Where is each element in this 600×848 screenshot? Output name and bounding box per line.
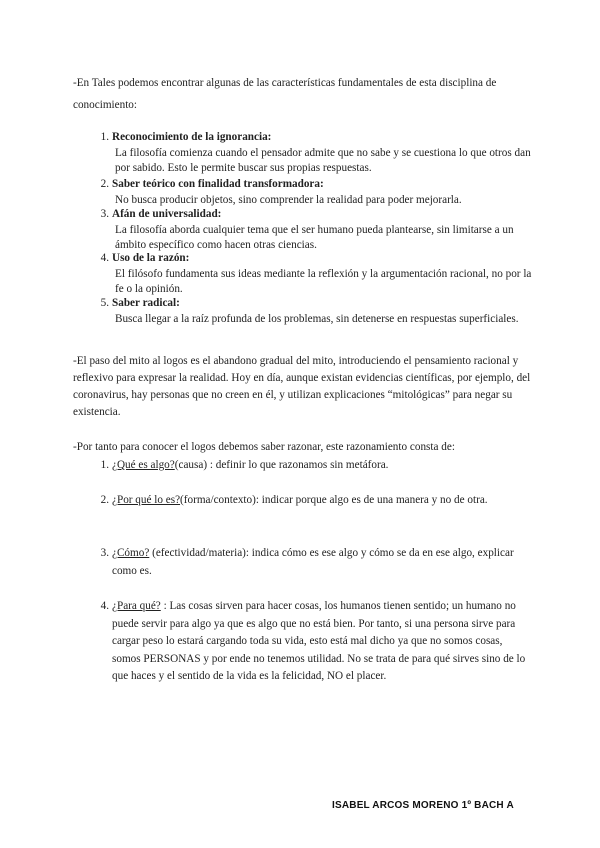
list-number: 2 . — [93, 492, 109, 510]
question-text: (causa) : definir lo que razonamos sin metáfora. — [174, 459, 389, 471]
list-item-title: Uso de la razón: — [112, 252, 190, 264]
list-item — [100, 545, 532, 580]
list-item-title: Saber radical: — [112, 297, 180, 309]
list-item — [100, 296, 532, 327]
list-item-description: La filosofía aborda cualquier tema que el ser humano pueda plantearse, sin limitarse a un ámbito específico como hacen otras ciencias. — [115, 223, 514, 251]
list-number: 2 . — [93, 177, 109, 193]
list-item-description: Busca llegar a la raíz profunda de los problemas, sin detenerse en respuestas superficiales. — [115, 312, 519, 325]
list-number: 3 . — [93, 545, 109, 563]
question-label: ¿Cómo? — [112, 547, 150, 559]
list-number: 5 . — [93, 296, 109, 312]
intro-paragraph: -En Tales podemos encontrar algunas de las características fundamentales de esta disciplina de conocimiento: — [73, 77, 497, 111]
list-item-title: Reconocimiento de la ignorancia: — [112, 131, 272, 143]
list-item-description: El filósofo fundamenta sus ideas mediante la reflexión y la argumentación racional, no por la fe o la opinión. — [115, 267, 532, 295]
list-number: 4 . — [93, 251, 109, 267]
list-item — [100, 492, 532, 510]
list-item-description: La filosofía comienza cuando el pensador admite que no sabe y se cuestiona lo que otros dan por sabido. Esto le permite buscar sus propias respuestas. — [115, 146, 531, 174]
list-number: 4 . — [93, 598, 109, 616]
list-item — [100, 177, 532, 208]
mito-logos-paragraph: -El paso del mito al logos es el abandono gradual del mito, introduciendo el pensamiento racional y reflexivo para expresar la realidad. Hoy en día, aunque existan evidencias científicas, por ejemplo, del coronavirus, hay personas que no creen en él, y utilizan explicaciones “mitológicas” para negar su existencia. — [73, 355, 531, 418]
question-label: ¿Qué es algo? — [112, 459, 175, 471]
question-text: (efectividad/materia): indica cómo es ese algo y cómo se da en ese algo, explicar como es. — [112, 547, 514, 577]
list-item — [100, 130, 532, 177]
list-number: 1 . — [93, 130, 109, 146]
list-item — [100, 598, 532, 686]
list-item-title: Afán de universalidad: — [112, 208, 222, 220]
list-item — [100, 251, 532, 298]
list-item-description: No busca producir objetos, sino comprender la realidad para poder mejorarla. — [115, 193, 462, 206]
question-text: (forma/contexto): indicar porque algo es de una manera y no de otra. — [180, 494, 488, 506]
razonamiento-intro: -Por tanto para conocer el logos debemos saber razonar, este razonamiento consta de: — [73, 441, 455, 453]
list-item — [100, 207, 532, 254]
question-label: ¿Para qué? — [112, 600, 161, 612]
list-item — [100, 457, 532, 475]
question-label: ¿Por qué lo es? — [112, 494, 181, 506]
author-footer: ISABEL ARCOS MORENO 1º BACH A — [332, 800, 514, 811]
list-item-title: Saber teórico con finalidad transformadora: — [112, 178, 324, 190]
list-number: 3 . — [93, 207, 109, 223]
question-text: : Las cosas sirven para hacer cosas, los humanos tienen sentido; un humano no puede servir para algo ya que es algo que no está bien. Por tanto, si una persona sirve para cargar peso lo estará cargando toda su vida, esto está mal dicho ya que no somos cosas, somos PERSONAS y por ende no tenemos utilidad. No se trata de para qué sirves sino de lo que haces y el sentido de la vida es la felicidad, NO el placer. — [112, 600, 526, 682]
list-number: 1 . — [93, 457, 109, 475]
